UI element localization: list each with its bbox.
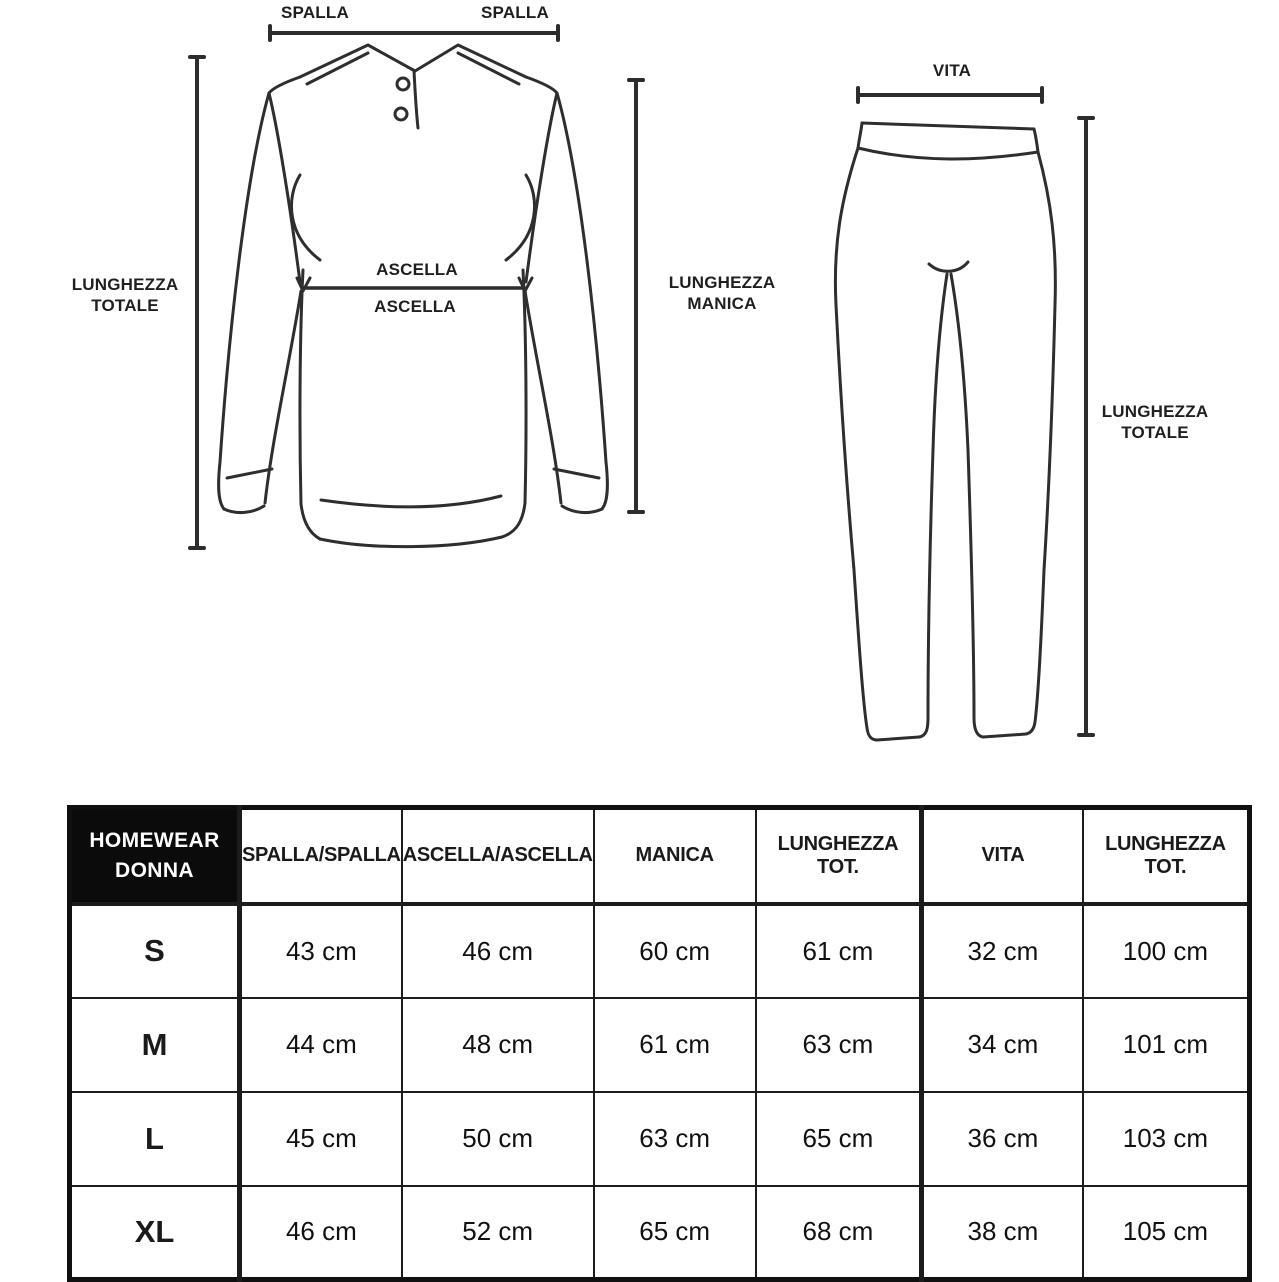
table-row-m	[70, 998, 1250, 1092]
value-cell: 36 cm	[922, 1092, 1083, 1186]
column-header-lunghezza-pants: LUNGHEZZA TOT.	[1083, 808, 1250, 904]
value-cell: 44 cm	[240, 998, 402, 1092]
column-header-lunghezza-top: LUNGHEZZA TOT.	[756, 808, 922, 904]
shirt-total-length-label: LUNGHEZZA TOTALE	[71, 275, 179, 315]
column-header-ascella: ASCELLA/ASCELLA	[402, 808, 594, 904]
value-cell: 32 cm	[922, 904, 1083, 998]
value-cell: 45 cm	[240, 1092, 402, 1186]
value-cell: 65 cm	[756, 1092, 922, 1186]
table-row-xl	[70, 1186, 1250, 1280]
value-cell: 38 cm	[922, 1186, 1083, 1280]
value-cell: 46 cm	[240, 1186, 402, 1280]
value-cell: 105 cm	[1083, 1186, 1250, 1280]
size-label: XL	[70, 1186, 240, 1280]
spalla-left-label: SPALLA	[281, 3, 349, 22]
column-header-vita: VITA	[922, 808, 1083, 904]
size-table	[67, 805, 1252, 1282]
sleeve-length-measure-line	[629, 80, 643, 512]
value-cell: 101 cm	[1083, 998, 1250, 1092]
table-row-s	[70, 904, 1250, 998]
spalla-measure-line	[270, 26, 558, 40]
shirt-total-length-measure-line	[190, 57, 204, 548]
column-header-spalla: SPALLA/SPALLA	[240, 808, 402, 904]
value-cell: 61 cm	[594, 998, 756, 1092]
vita-label: VITA	[932, 61, 972, 80]
size-label: M	[70, 998, 240, 1092]
value-cell: 60 cm	[594, 904, 756, 998]
value-cell: 46 cm	[402, 904, 594, 998]
table-header-row	[70, 808, 1250, 904]
value-cell: 52 cm	[402, 1186, 594, 1280]
ascella-bottom-label: ASCELLA	[374, 297, 456, 316]
value-cell: 50 cm	[402, 1092, 594, 1186]
size-label: L	[70, 1092, 240, 1186]
value-cell: 68 cm	[756, 1186, 922, 1280]
value-cell: 48 cm	[402, 998, 594, 1092]
sleeve-length-label: LUNGHEZZA MANICA	[668, 273, 776, 313]
value-cell: 100 cm	[1083, 904, 1250, 998]
value-cell: 63 cm	[594, 1092, 756, 1186]
column-header-manica: MANICA	[594, 808, 756, 904]
ascella-top-label: ASCELLA	[376, 260, 458, 279]
value-cell: 65 cm	[594, 1186, 756, 1280]
value-cell: 34 cm	[922, 998, 1083, 1092]
pants-total-length-label: LUNGHEZZA TOTALE	[1101, 402, 1209, 442]
table-title-cell: HOMEWEAR DONNA	[70, 808, 240, 904]
pants-drawing	[835, 123, 1055, 740]
value-cell: 63 cm	[756, 998, 922, 1092]
value-cell: 103 cm	[1083, 1092, 1250, 1186]
table-row-l	[70, 1092, 1250, 1186]
vita-measure-line	[858, 88, 1042, 102]
value-cell: 61 cm	[756, 904, 922, 998]
value-cell: 43 cm	[240, 904, 402, 998]
spalla-right-label: SPALLA	[481, 3, 549, 22]
size-label: S	[70, 904, 240, 998]
